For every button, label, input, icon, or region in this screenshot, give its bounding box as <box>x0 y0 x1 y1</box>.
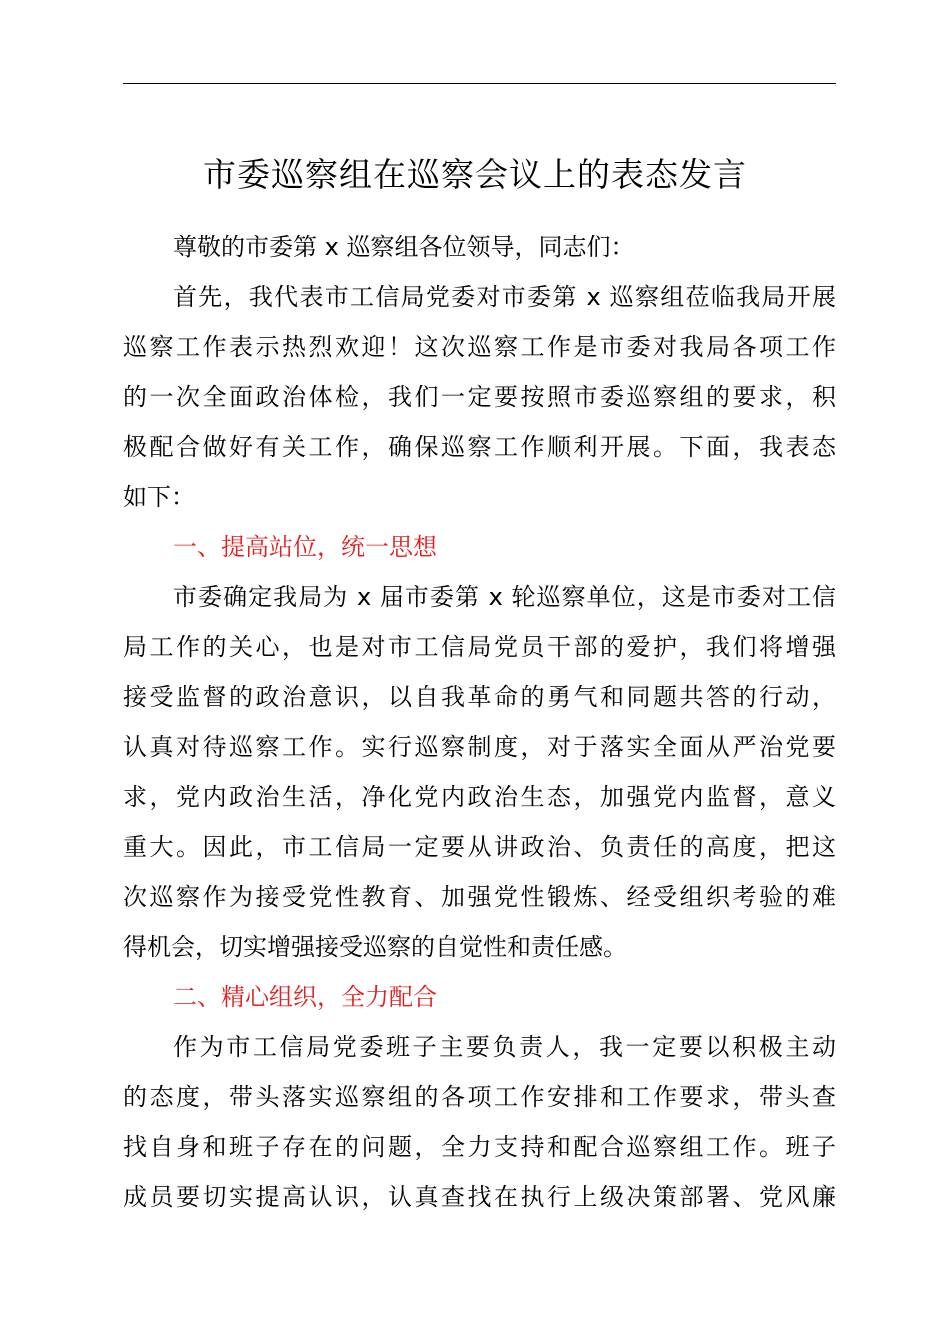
paragraph-line: 极配合做好有关工作，确保巡察工作顺利开展。下面，我表态 <box>123 433 836 461</box>
paragraph-line: 首先，我代表市工信局党委对市委第 x 巡察组莅临我局开展 <box>173 283 836 311</box>
paragraph-line: 作为市工信局党委班子主要负责人，我一定要以积极主动 <box>173 1033 836 1061</box>
section-heading-1: 一、提高站位，统一思想 <box>173 533 437 561</box>
paragraph-line: 巡察工作表示热烈欢迎！这次巡察工作是市委对我局各项工作 <box>123 333 836 361</box>
paragraph-line: 成员要切实提高认识，认真查找在执行上级决策部署、党风廉 <box>123 1183 836 1211</box>
salutation: 尊敬的市委第 x 巡察组各位领导，同志们： <box>173 233 635 261</box>
paragraph-line: 的态度，带头落实巡察组的各项工作安排和工作要求，带头查 <box>123 1083 836 1111</box>
paragraph-line: 求，党内政治生活，净化党内政治生态，加强党内监督，意义 <box>123 783 836 811</box>
paragraph-line: 次巡察作为接受党性教育、加强党性锻炼、经受组织考验的难 <box>123 883 836 911</box>
paragraph-line: 找自身和班子存在的问题，全力支持和配合巡察组工作。班子 <box>123 1133 836 1161</box>
document-title: 市委巡察组在巡察会议上的表态发言 <box>203 155 747 194</box>
paragraph-line: 接受监督的政治意识，以自我革命的勇气和同题共答的行动， <box>123 683 836 711</box>
paragraph-line: 重大。因此，市工信局一定要从讲政治、负责任的高度，把这 <box>123 833 836 861</box>
paragraph-line: 认真对待巡察工作。实行巡察制度，对于落实全面从严治党要 <box>123 733 836 761</box>
paragraph-line: 如下： <box>123 483 195 511</box>
section-heading-2: 二、精心组织，全力配合 <box>173 983 437 1011</box>
paragraph-line: 得机会，切实增强接受巡察的自觉性和责任感。 <box>123 933 627 961</box>
paragraph-line: 的一次全面政治体检，我们一定要按照市委巡察组的要求，积 <box>123 383 836 411</box>
paragraph-line: 局工作的关心，也是对市工信局党员干部的爱护，我们将增强 <box>123 633 836 661</box>
paragraph-line: 市委确定我局为 x 届市委第 x 轮巡察单位，这是市委对工信 <box>173 583 836 611</box>
header-rule <box>123 83 836 84</box>
